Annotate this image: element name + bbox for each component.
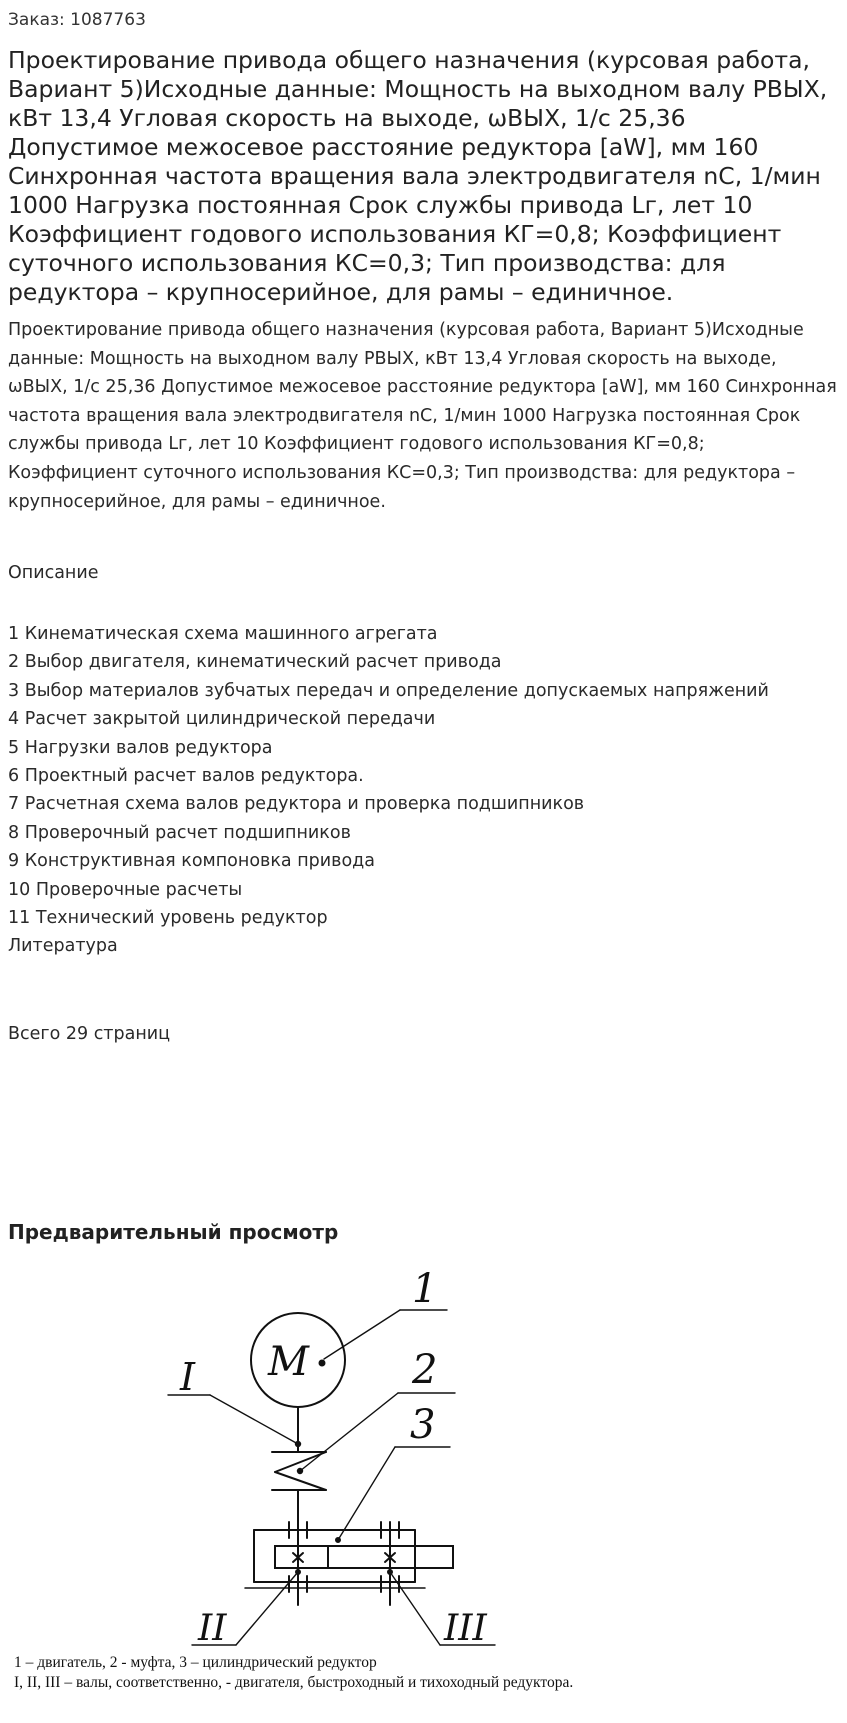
label-1: 1	[412, 1266, 438, 1312]
label-shaft-iii: III	[444, 1608, 487, 1649]
toc-item: 10 Проверочные расчеты	[8, 879, 243, 900]
toc-item: 3 Выбор материалов зубчатых передач и определение допускаемых напряжений	[8, 680, 769, 701]
table-of-contents	[8, 620, 838, 961]
motor-letter: М	[268, 1339, 309, 1385]
toc-item: 8 Проверочный расчет подшипников	[8, 822, 351, 843]
toc-item: 5 Нагрузки валов редуктора	[8, 737, 273, 758]
caption-line: I, II, III – валы, соответственно, - двигателя, быстроходный и тихоходный редуктора.	[14, 1674, 574, 1691]
toc-item: Литература	[8, 936, 118, 957]
toc-item: 6 Проектный расчет валов редуктора.	[8, 766, 364, 787]
toc-item: 4 Расчет закрытой цилиндрической передачи	[8, 709, 436, 730]
leader-shaft-i	[210, 1395, 298, 1444]
toc-item: 9 Конструктивная компоновка привода	[8, 851, 375, 872]
label-3: 3	[410, 1402, 436, 1448]
toc-item: 7 Расчетная схема валов редуктора и проверка подшипников	[8, 794, 585, 815]
toc-item: 2 Выбор двигателя, кинематический расчет привода	[8, 652, 502, 673]
gear-pinion	[275, 1546, 328, 1568]
label-shaft-ii: II	[198, 1608, 227, 1649]
description-text: Проектирование привода общего назначения (курсовая работа, Вариант 5)Исходные данные: Мощность на выходном валу РВЫХ, кВт 13,4 Угловая скорость на выходе, ωВЫХ, 1/с 25,36 Допустимое межосевое расстояние редуктора [aW], мм 160 Синхронная частота вращения вала электродвигателя nC, 1/мин 1000 Нагрузка постоянная Срок службы привода Lг, лет 10 Коэффициент годового использования КГ=0,8; Коэффициент суточного использования КС=0,3; Тип производства: для редуктора – крупносерийное, для рамы – единичное.	[8, 320, 837, 512]
scheme-caption	[14, 1653, 714, 1693]
toc-item: 11 Технический уровень редуктор	[8, 908, 328, 929]
label-shaft-i: I	[180, 1355, 196, 1399]
caption-line: 1 – двигатель, 2 - муфта, 3 – цилиндрический редуктор	[14, 1654, 377, 1671]
leader-3	[338, 1447, 395, 1540]
coupling-zigzag-b	[275, 1472, 326, 1490]
kinematic-scheme	[0, 1250, 847, 1670]
label-2: 2	[412, 1347, 438, 1393]
total-pages: Всего 29 страниц	[8, 1024, 171, 1044]
order-number: Заказ: 1087763	[8, 10, 146, 30]
motor-dot	[320, 1361, 325, 1366]
description-heading: Описание	[8, 563, 99, 583]
preview-heading: Предварительный просмотр	[8, 1220, 339, 1244]
leader-1	[324, 1310, 400, 1359]
page-title: Проектирование привода общего назначения (курсовая работа, Вариант 5)Исходные данные: Мощность на выходном валу РВЫХ, кВт 13,4 Угловая скорость на выходе, ωВЫХ, 1/с 25,36 Допустимое межосевое расстояние редуктора [aW], мм 160 Синхронная частота вращения вала электродвигателя nC, 1/мин 1000 Нагрузка постоянная Срок службы привода Lг, лет 10 Коэффициент годового использования КГ=0,8; Коэффициент суточного использования КС=0,3; Тип производства: для редуктора – крупносерийное, для рамы – единичное.	[8, 46, 828, 306]
toc-item: 1 Кинематическая схема машинного агрегата	[8, 624, 438, 644]
